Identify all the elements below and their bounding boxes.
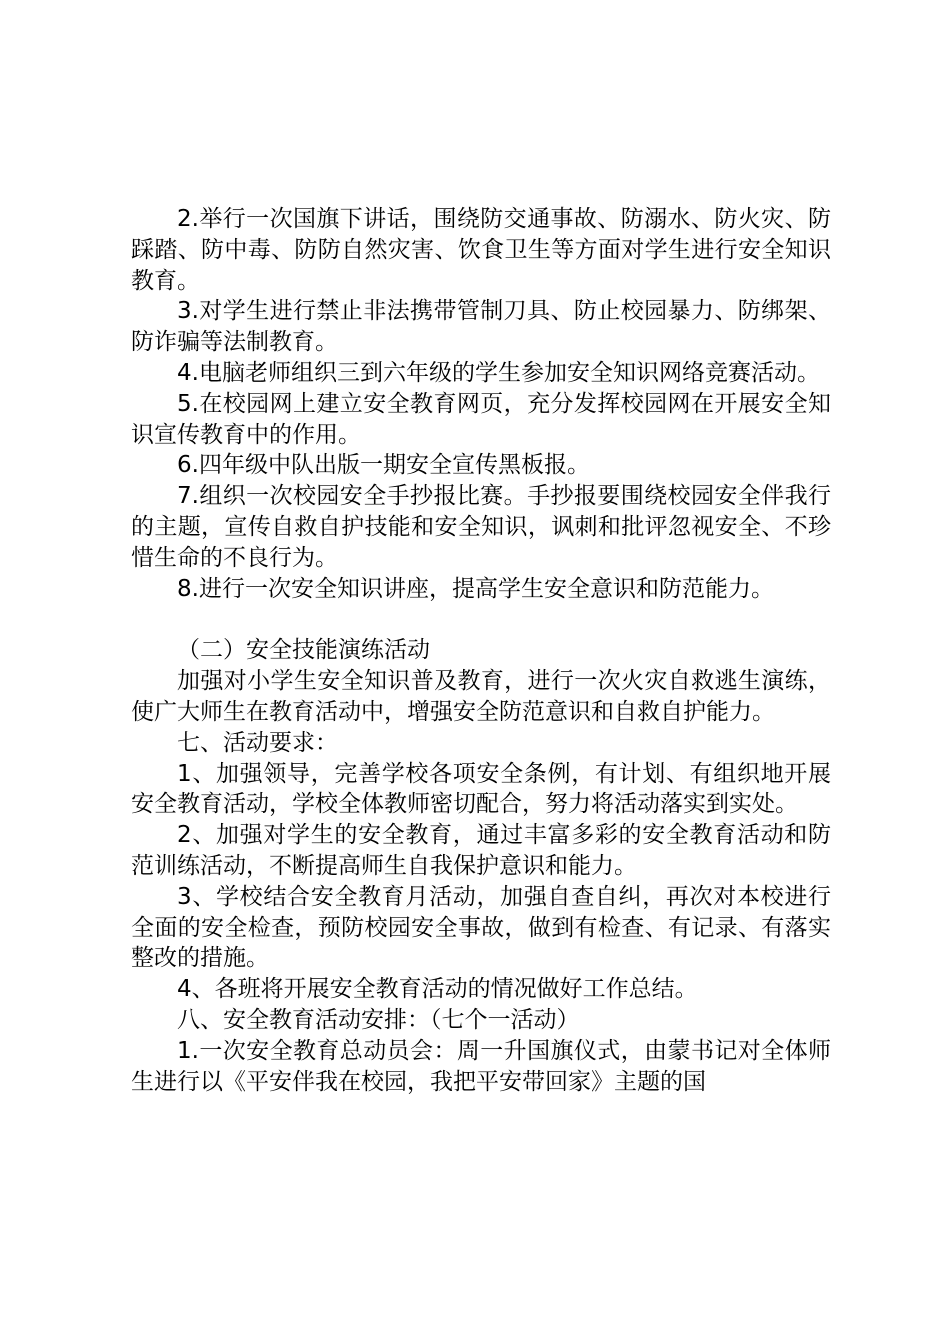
requirement-item-3: 3、学校结合安全教育月活动，加强自查自纠，再次对本校进行全面的安全检查，预防校园安全事故，做到有检查、有记录、有落实整改的措施。 xyxy=(131,883,831,972)
list-item-7: 7.组织一次校园安全手抄报比赛。手抄报要围绕校园安全伴我行的主题，宣传自救自护技能和安全知识，讽刺和批评忽视安全、不珍惜生命的不良行为。 xyxy=(131,483,831,571)
list-item-5: 5.在校园网上建立安全教育网页，充分发挥校园网在开展安全知识宣传教育中的作用。 xyxy=(131,390,831,448)
section-heading-skills-drill: （二）安全技能演练活动 xyxy=(177,637,430,664)
document-body xyxy=(131,204,831,1097)
schedule-item-1: 1.一次安全教育总动员会：周一升国旗仪式，由蒙书记对全体师生进行以《平安伴我在校园，我把平安带回家》主题的国 xyxy=(131,1037,831,1095)
skills-drill-paragraph: 加强对小学生安全知识普及教育，进行一次火灾自救逃生演练，使广大师生在教育活动中，增强安全防范意识和自救自护能力。 xyxy=(131,668,831,725)
requirement-item-4: 4、各班将开展安全教育活动的情况做好工作总结。 xyxy=(177,976,698,1003)
requirement-item-2: 2、加强对学生的安全教育，通过丰富多彩的安全教育活动和防范训练活动，不断提高师生自我保护意识和能力。 xyxy=(131,822,831,879)
list-item-8: 8.进行一次安全知识讲座，提高学生安全意识和防范能力。 xyxy=(177,575,774,602)
list-item-4: 4.电脑老师组织三到六年级的学生参加安全知识网络竞赛活动。 xyxy=(177,359,820,386)
blank-line xyxy=(131,604,831,635)
requirement-item-1: 1、加强领导，完善学校各项安全条例，有计划、有组织地开展安全教育活动，学校全体教师密切配合，努力将活动落实到实处。 xyxy=(131,760,831,818)
section-heading-schedule: 八、安全教育活动安排：（七个一活动） xyxy=(177,1006,580,1033)
list-item-3: 3.对学生进行禁止非法携带管制刀具、防止校园暴力、防绑架、防诈骗等法制教育。 xyxy=(131,298,831,356)
list-item-2: 2.举行一次国旗下讲话，围绕防交通事故、防溺水、防火灾、防踩踏、防中毒、防防自然灾害、饮食卫生等方面对学生进行安全知识教育。 xyxy=(131,206,831,294)
list-item-6: 6.四年级中队出版一期安全宣传黑板报。 xyxy=(177,452,590,479)
section-heading-requirements: 七、活动要求： xyxy=(177,729,338,756)
